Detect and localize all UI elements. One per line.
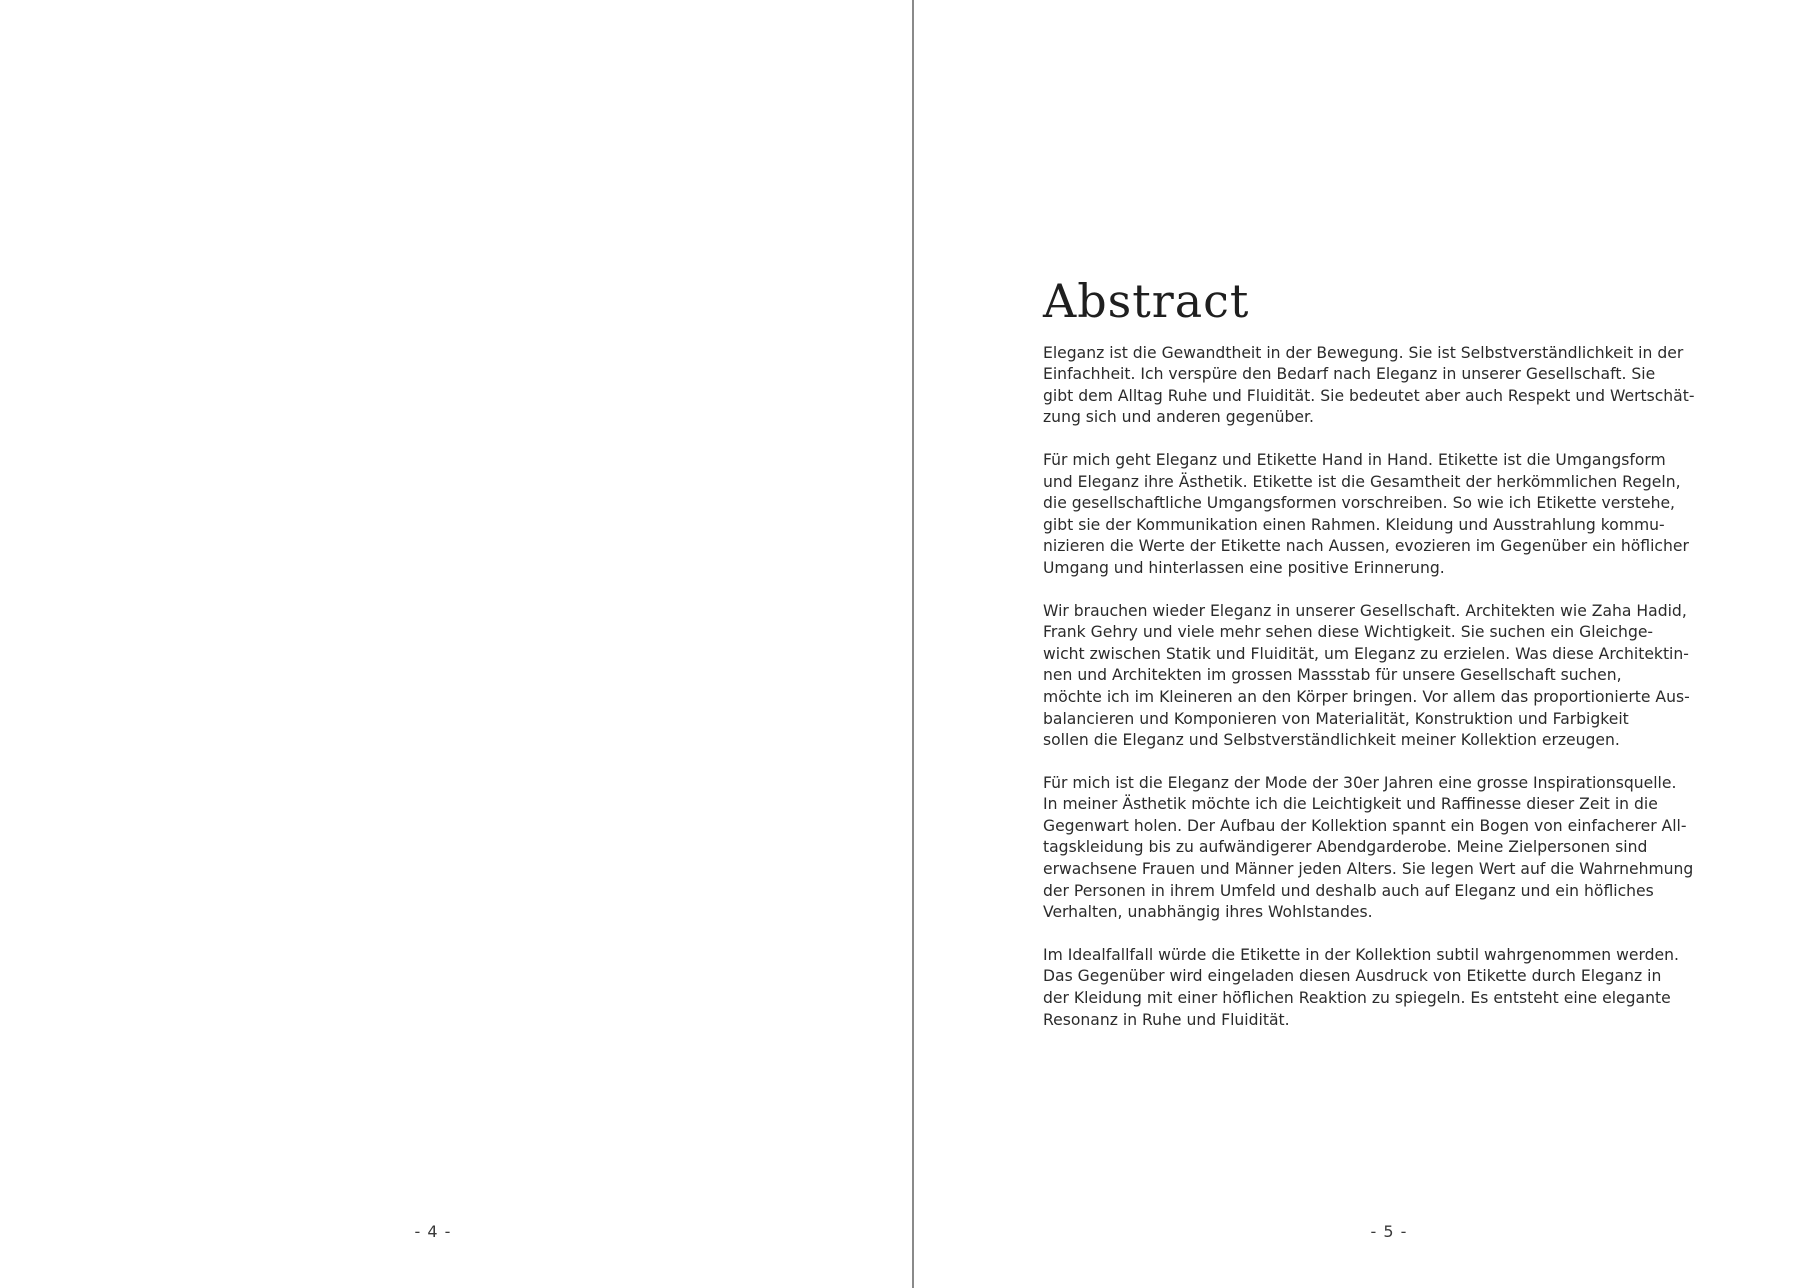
page-number-right: - 5 -	[1370, 1222, 1408, 1241]
abstract-paragraph-3: Wir brauchen wieder Eleganz in unserer Gesellschaft. Architekten wie Zaha Hadid, Frank Gehry und viele mehr sehen diese Wichtigkeit. Sie suchen ein Gleichge- wicht zwischen Statik und Fluidität, um Eleganz zu erzielen. Was diese Architektin- nen und Architekten im grossen Massstab für unsere Gesellschaft suchen, möchte ich im Kleineren an den Körper bringen. Vor allem das proportionierte Aus- balancieren und Komponieren von Materialität, Konstruktion und Farbigkeit sollen die Eleganz und Selbstverständlichkeit meiner Kollektion erzeugen.	[1043, 601, 1690, 750]
abstract-paragraph-4: Für mich ist die Eleganz der Mode der 30er Jahren eine grosse Inspirationsquelle. In meiner Ästhetik möchte ich die Leichtigkeit und Raffinesse dieser Zeit in die Gegenwart holen. Der Aufbau der Kollektion spannt ein Bogen von einfacherer All- tagskleidung bis zu aufwändigerer Abendgarderobe. Meine Zielpersonen sind erwachsene Frauen und Männer jeden Alters. Sie legen Wert auf die Wahrnehmung der Personen in ihrem Umfeld und deshalb auch auf Eleganz und ein höfliches Verhalten, unabhängig ihres Wohlstandes.	[1043, 773, 1694, 922]
abstract-paragraph-1: Eleganz ist die Gewandtheit in der Bewegung. Sie ist Selbstverständlichkeit in der Einfachheit. Ich verspüre den Bedarf nach Eleganz in unserer Gesellschaft. Sie gibt dem Alltag Ruhe und Fluidität. Sie bedeutet aber auch Respekt und Wertschät- zung sich und anderen gegenüber.	[1043, 343, 1695, 427]
right-page	[914, 0, 1820, 1288]
page-number-left: - 4 -	[414, 1222, 452, 1241]
abstract-paragraph-5: Im Idealfallfall würde die Etikette in der Kollektion subtil wahrgenommen werden. Das Gegenüber wird eingeladen diesen Ausdruck von Etikette durch Eleganz in der Kleidung mit einer höflichen Reaktion zu spiegeln. Es entsteht eine elegante Resonanz in Ruhe und Fluidität.	[1043, 945, 1679, 1029]
page-title: Abstract	[1043, 274, 1250, 328]
abstract-paragraph-2: Für mich geht Eleganz und Etikette Hand in Hand. Etikette ist die Umgangsform und Eleganz ihre Ästhetik. Etikette ist die Gesamtheit der herkömmlichen Regeln, die gesellschaftliche Umgangsformen vorschreiben. So wie ich Etikette verstehe, gibt sie der Kommunikation einen Rahmen. Kleidung und Ausstrahlung kommu- nizieren die Werte der Etikette nach Aussen, evozieren im Gegenüber ein höflicher Umgang und hinterlassen eine positive Erinnerung.	[1043, 450, 1689, 577]
abstract-section	[1043, 276, 1733, 1052]
